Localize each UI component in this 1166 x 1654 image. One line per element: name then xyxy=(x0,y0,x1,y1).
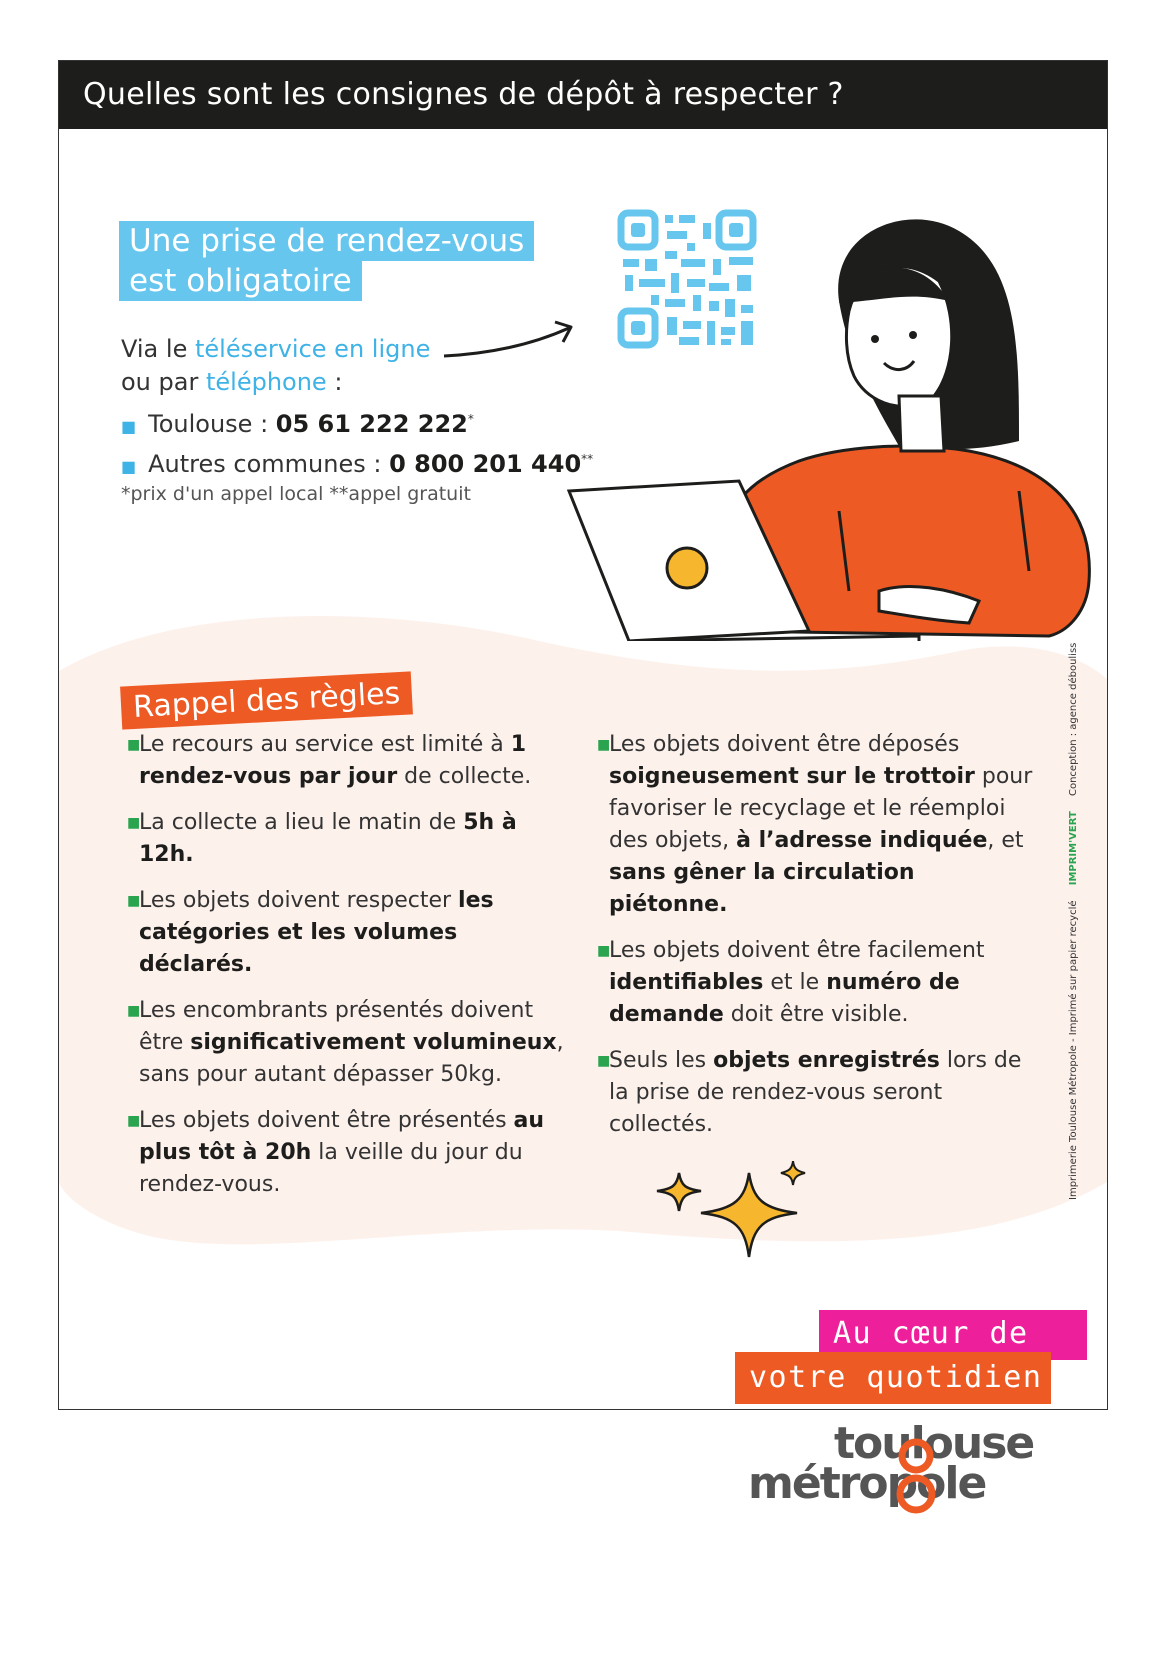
rule-text: Les encombrants présentés doivent être xyxy=(139,998,534,1055)
printer-credit: Imprimerie Toulouse Métropole - Imprimé sur papier recyclé xyxy=(1068,900,1079,1200)
rule-item xyxy=(127,995,567,1091)
rule-text: au plus tôt à 20h xyxy=(139,1108,545,1165)
page-header: Quelles sont les consignes de dépôt à respecter ? xyxy=(59,61,1107,129)
qr-code[interactable] xyxy=(617,209,757,349)
rule-text: 1 rendez-vous par jour xyxy=(139,732,527,789)
logo-mark-icon xyxy=(896,1424,936,1524)
rule-text: objets enregistrés xyxy=(713,1048,940,1073)
bullet-icon: ■ xyxy=(121,417,137,436)
bullet-icon: ■ xyxy=(127,1003,141,1019)
rule-text: Les objets doivent être présentés xyxy=(139,1108,514,1133)
rules-title-tag: Rappel des règles xyxy=(120,671,413,729)
rules-right-column xyxy=(597,729,1037,1155)
logo-line-1: toulouse xyxy=(834,1418,1034,1469)
rule-text: pour favoriser le recyclage et le réemploi des objets, xyxy=(609,764,1033,853)
print-credits xyxy=(1068,631,1079,1200)
rule-text: , sans pour autant dépasser 50kg. xyxy=(139,1030,564,1087)
rule-text: significativement volumineux xyxy=(190,1030,557,1055)
rule-text: Les objets doivent respecter xyxy=(139,888,459,913)
sparkle-icon xyxy=(649,1161,809,1271)
rule-item xyxy=(127,885,567,981)
rules-left-column xyxy=(127,729,567,1215)
appointment-title: Une prise de rendez-vous est obligatoire xyxy=(119,221,534,301)
rule-text: à l’adresse indiquée xyxy=(736,828,988,853)
conception-credit: Conception : agence débouliss xyxy=(1068,642,1079,797)
bullet-icon: ■ xyxy=(597,943,611,959)
phone-row-autres xyxy=(121,439,593,479)
phone-label: Autres communes : xyxy=(148,450,390,478)
rule-text: numéro de demande xyxy=(609,970,960,1027)
phone-number-autres[interactable]: 0 800 201 440 xyxy=(389,450,582,478)
bullet-icon: ■ xyxy=(127,815,141,831)
bullet-icon: ■ xyxy=(127,893,141,909)
bullet-icon: ■ xyxy=(597,737,611,753)
teleservice-link[interactable]: téléservice en ligne xyxy=(194,335,431,363)
rule-text: Les objets doivent être déposés xyxy=(609,732,960,757)
via-prefix: Via le xyxy=(121,335,195,363)
rule-text: lors de la prise de rendez-vous seront collectés. xyxy=(609,1048,1022,1137)
rule-text: Les objets doivent être facilement xyxy=(609,938,985,963)
toulouse-metropole-logo xyxy=(748,1420,1048,1540)
rule-item xyxy=(127,1105,567,1201)
rule-text: Seuls les xyxy=(609,1048,714,1073)
rule-text: Le recours au service est limité à xyxy=(139,732,511,757)
poster-frame xyxy=(58,60,1108,1410)
price-note: *prix d'un appel local **appel gratuit xyxy=(121,483,471,505)
rule-text: , et xyxy=(987,828,1024,853)
bullet-icon: ■ xyxy=(127,1113,141,1129)
imprimvert-label: IMPRIM'VERT xyxy=(1068,811,1079,886)
rule-text: soigneusement sur le trottoir xyxy=(609,764,975,789)
phone-list xyxy=(121,399,593,479)
slogan-line-2: votre quotidien xyxy=(735,1352,1051,1404)
bullet-icon: ■ xyxy=(597,1053,611,1069)
appointment-title-tag xyxy=(119,221,559,301)
rule-item xyxy=(127,729,567,793)
or-suffix: : xyxy=(326,368,343,396)
rule-text: doit être visible. xyxy=(723,1002,909,1027)
rule-text: sans gêner la circulation piétonne. xyxy=(609,860,915,917)
rule-text: et le xyxy=(763,970,827,995)
slogan-line-1: Au cœur de xyxy=(819,1310,1087,1360)
phone-row-toulouse xyxy=(121,399,593,439)
rule-text: de collecte. xyxy=(397,764,532,789)
rule-text: les catégories et les volumes déclarés. xyxy=(139,888,494,977)
or-prefix: ou par xyxy=(121,368,206,396)
rule-item xyxy=(597,935,1037,1031)
contact-methods xyxy=(121,333,430,399)
phone-label: Toulouse : xyxy=(148,410,276,438)
telephone-link[interactable]: téléphone xyxy=(205,368,327,396)
rule-text: 5h à 12h. xyxy=(139,810,517,867)
phone-number-toulouse[interactable]: 05 61 222 222 xyxy=(275,410,468,438)
rule-text: identifiables xyxy=(609,970,764,995)
phone-mark: ** xyxy=(581,452,594,466)
rule-text: la veille du jour du rendez-vous. xyxy=(139,1140,523,1197)
rule-text: La collecte a lieu le matin de xyxy=(139,810,464,835)
logo-line-2: métropole xyxy=(748,1458,986,1509)
bullet-icon: ■ xyxy=(121,457,137,476)
rule-item xyxy=(597,729,1037,921)
bullet-icon: ■ xyxy=(127,737,141,753)
rule-item xyxy=(597,1045,1037,1141)
phone-mark: * xyxy=(467,412,474,426)
rule-item xyxy=(127,807,567,871)
